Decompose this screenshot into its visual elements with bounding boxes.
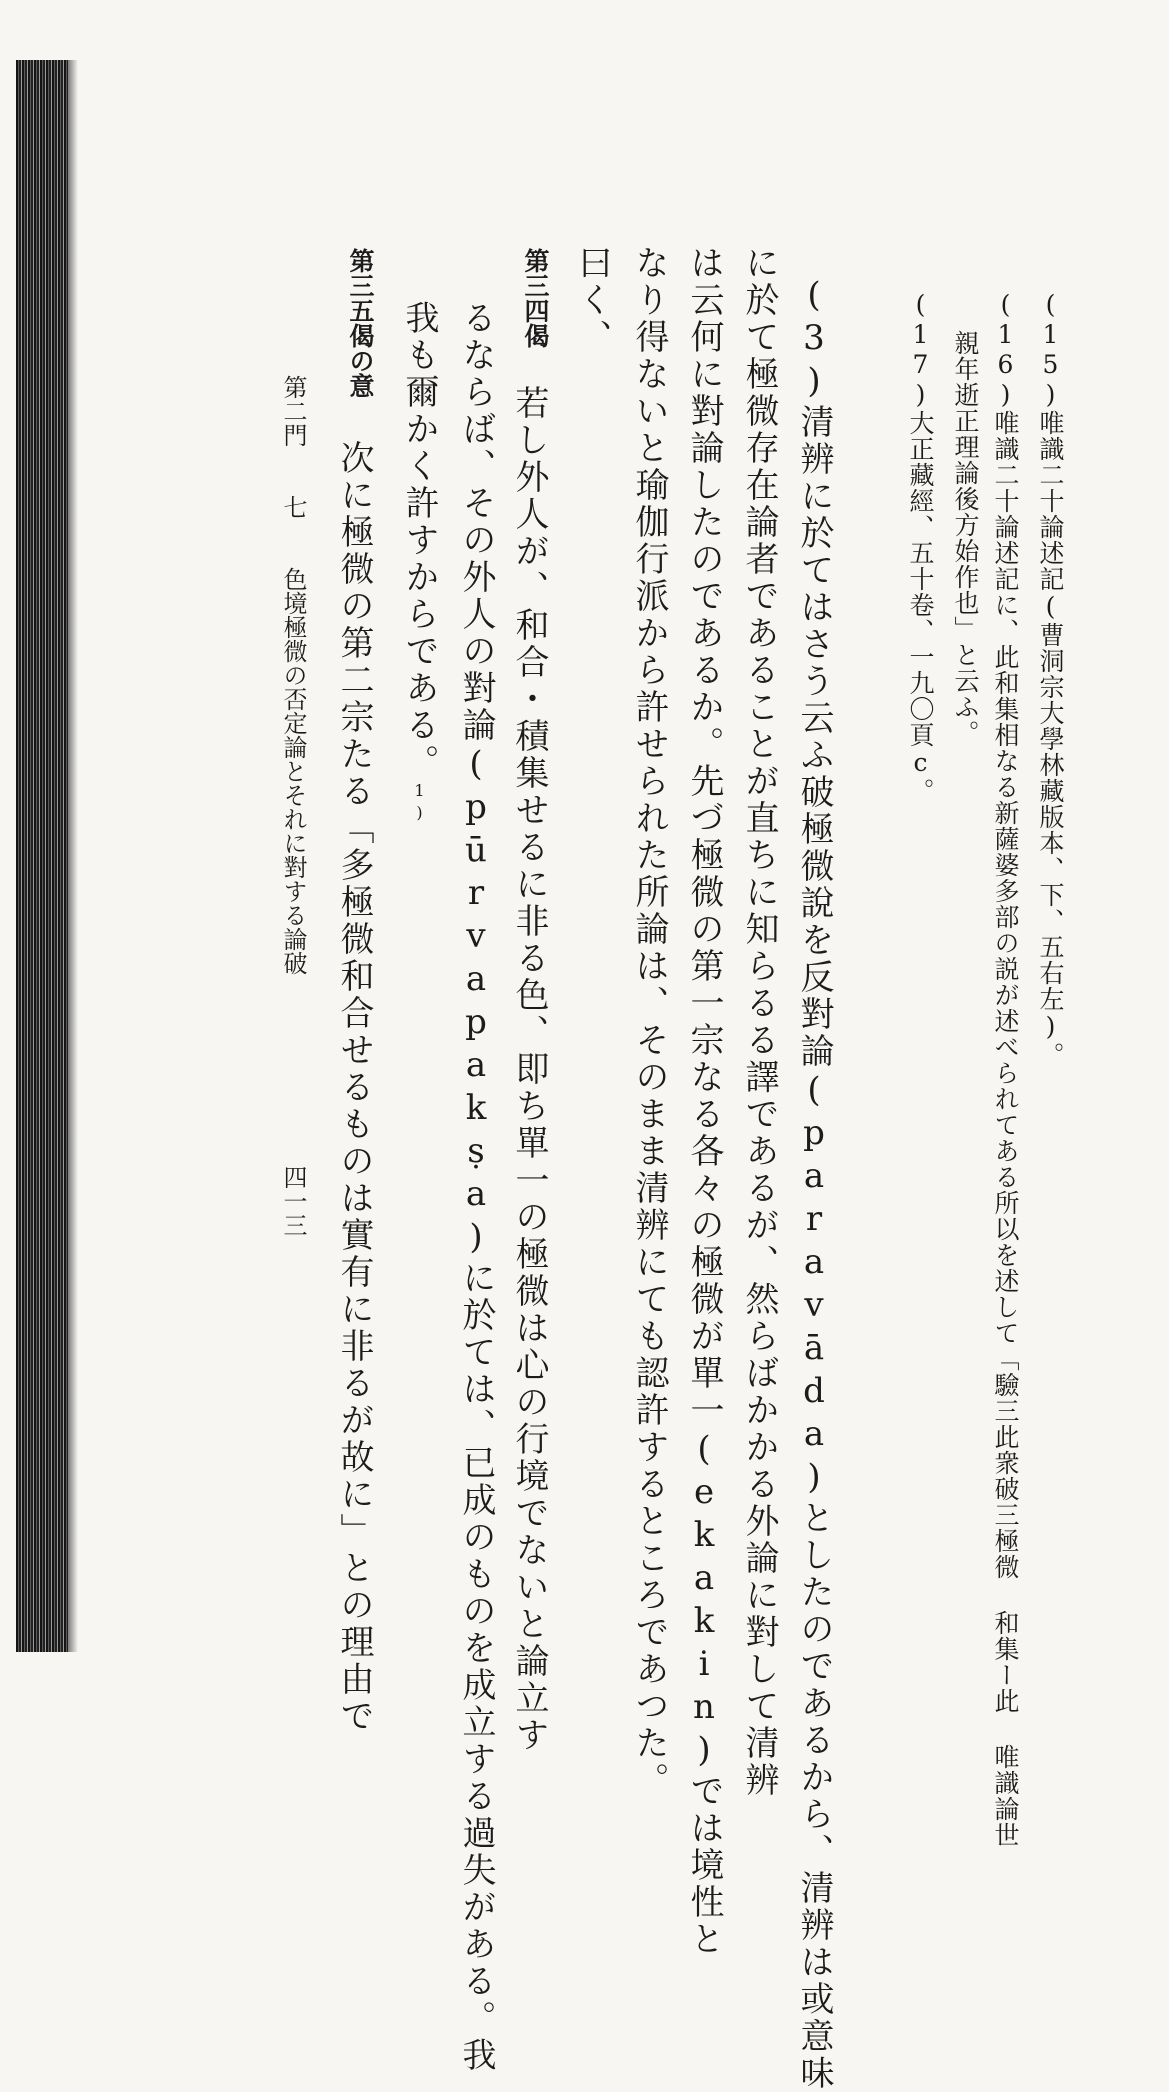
note-16 (985, 290, 1025, 1848)
note-16-text: 唯識二十論述記に、此和集相なる新薩婆多部の説が述べられてある所以を述して「驗三此衆破三極微 和集ー此 唯識論世 (991, 410, 1020, 1848)
note-16-continuation-text: 親年逝正理論後方始作也」と云ふ。 (951, 330, 980, 746)
verse-34-line-1: 若し外人が、和合・積集せるに非る色、即ち單一の極微は心の行境でないと論立す (509, 385, 549, 1754)
body-line-1-text: 清辨に於てはさう云ふ破極微說を反對論(paravāda)としたのであるから、清辨は或意味 (794, 404, 834, 2092)
footer-section-title: 色境極微の否定論とそれに對する論破 (279, 567, 307, 975)
verse-34-line-2: るならば、その外人の對論(pūrvapakṣa)に於ては、已成のものを成立する過失がある。我 (456, 300, 496, 2074)
verse-34-line-3-text: 我も爾かく許すからである。 (399, 300, 439, 781)
note-15-marker: (15) (1036, 290, 1065, 410)
body-line-5: 曰く、 (572, 245, 612, 356)
footer-chapter: 第二門 (279, 375, 307, 447)
verse-34-label: 第三四偈 (521, 248, 550, 348)
note-16-continuation (945, 330, 985, 746)
note-15-text: 唯識二十論述記(曹洞宗大學林藏版本、下、五右左)。 (1036, 410, 1065, 1068)
verse-34-line-3 (395, 300, 443, 825)
paragraph-marker: (3) (794, 275, 834, 404)
note-15 (1030, 290, 1070, 1068)
note-17-text: 大正藏經、五十卷、一九〇頁c。 (906, 410, 935, 804)
footer-section-no: 七 (279, 495, 307, 519)
body-line-4: なり得ないと瑜伽行派から許せられた所論は、そのまま清辨にても認許するところであつた。 (629, 245, 669, 1799)
book-binding-edge (68, 60, 78, 1652)
body-line-3: は云何に對論したのであるか。先づ極微の第一宗なる各々の極微が單一(ekakin)では境性と (684, 245, 724, 1958)
footnote-ref: 1) (410, 781, 429, 825)
page-number: 四一三 (279, 1165, 307, 1237)
body-line-2: に於て極微存在論者であることが直ちに知らるる譯であるが、然らばかかる外論に對して清辨 (739, 245, 779, 1799)
body-line-1 (790, 275, 838, 2092)
running-footer (275, 375, 311, 975)
note-16-marker: (16) (991, 290, 1020, 410)
note-17 (900, 290, 940, 804)
verse-35-line: 次に極微の第二宗たる「多極微和合せるものは實有に非るが故に」との理由で (334, 440, 374, 1735)
verse-35-label: 第三五偈の意 (346, 248, 375, 398)
book-binding-shadow (16, 60, 68, 1652)
note-17-marker: (17) (906, 290, 935, 410)
